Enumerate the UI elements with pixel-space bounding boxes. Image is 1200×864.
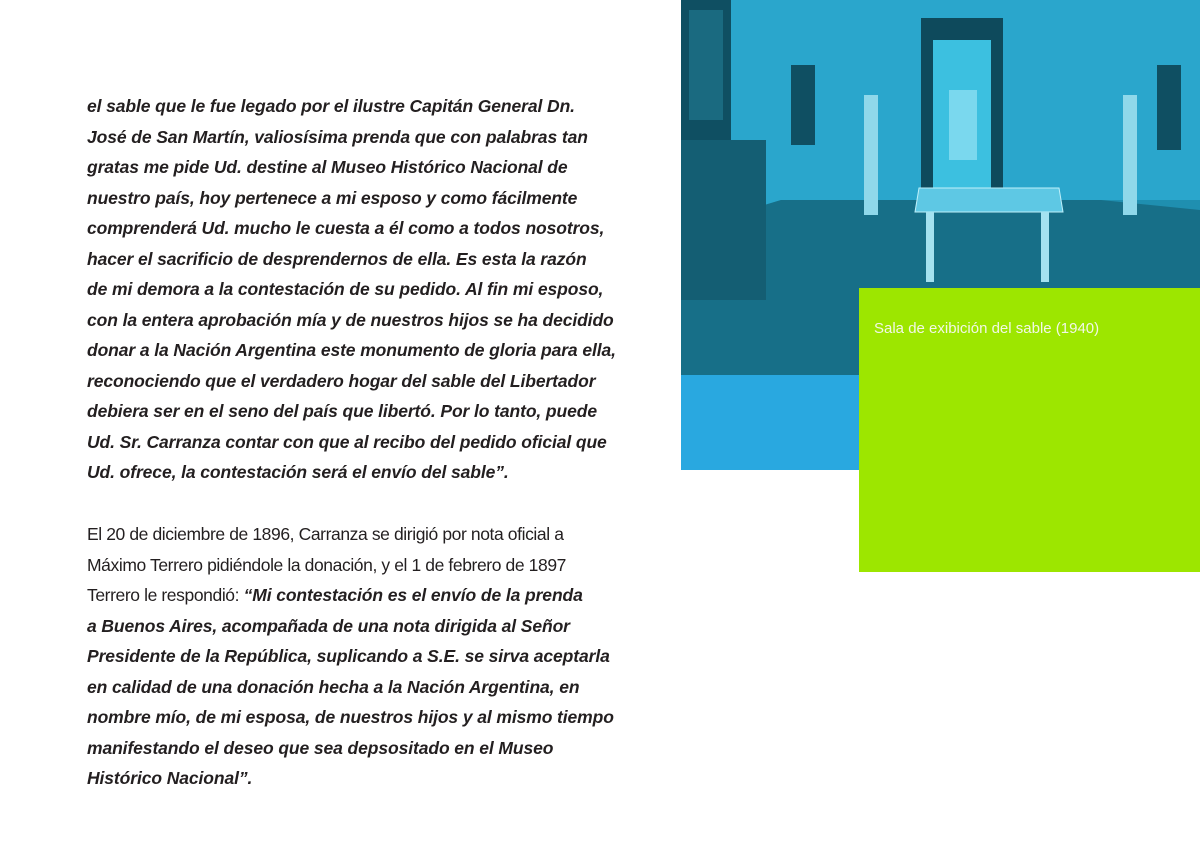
text-line: en calidad de una donación hecha a la Nación Argentina, en bbox=[87, 676, 580, 697]
text-line: hacer el sacrificio de desprendernos de ella. Es esta la razón bbox=[87, 248, 587, 269]
text-line: nuestro país, hoy pertenece a mi esposo y como fácilmente bbox=[87, 187, 578, 208]
text-quote: “Mi contestación es el envío de la prenda bbox=[243, 585, 583, 605]
text-line: Histórico Nacional”. bbox=[87, 768, 253, 788]
text-line: Ud. Sr. Carranza contar con que al recibo del pedido oficial que bbox=[87, 431, 607, 452]
text-line: Ud. ofrece, la contestación será el envío del sable”. bbox=[87, 462, 509, 482]
text-line: José de San Martín, valiosísima prenda que con palabras tan bbox=[87, 126, 588, 147]
text-line bbox=[87, 580, 667, 611]
green-caption-block bbox=[859, 288, 1200, 572]
quote-paragraph bbox=[87, 91, 667, 488]
body-paragraph bbox=[87, 519, 667, 794]
text-line: El 20 de diciembre de 1896, Carranza se dirigió por nota oficial a bbox=[87, 524, 564, 544]
text-line: reconociendo que el verdadero hogar del sable del Libertador bbox=[87, 370, 596, 391]
text-line: donar a la Nación Argentina este monumento de gloria para ella, bbox=[87, 340, 616, 360]
text-line: el sable que le fue legado por el ilustre Capitán General Dn. bbox=[87, 96, 575, 116]
text-line: nombre mío, de mi esposa, de nuestros hijos y al mismo tiempo bbox=[87, 707, 614, 727]
text-line: comprenderá Ud. mucho le cuesta a él como a todos nosotros, bbox=[87, 218, 605, 238]
text-line: Presidente de la República, suplicando a S.E. se sirva aceptarla bbox=[87, 646, 610, 666]
text-line: de mi demora a la contestación de su pedido. Al fin mi esposo, bbox=[87, 279, 604, 299]
text-regular: Terrero le respondió: bbox=[87, 585, 244, 605]
text-line: con la entera aprobación mía y de nuestros hijos se ha decidido bbox=[87, 309, 614, 330]
text-line: debiera ser en el seno del país que libertó. Por lo tanto, puede bbox=[87, 401, 597, 421]
photo-caption: Sala de exibición del sable (1940) bbox=[874, 320, 1100, 337]
text-line: Máximo Terrero pidiéndole la donación, y el 1 de febrero de 1897 bbox=[87, 554, 566, 575]
blue-color-block bbox=[681, 375, 859, 470]
text-line: gratas me pide Ud. destine al Museo Histórico Nacional de bbox=[87, 157, 568, 177]
text-line: a Buenos Aires, acompañada de una nota dirigida al Señor bbox=[87, 615, 570, 636]
text-line: manifestando el deseo que sea depsositado en el Museo bbox=[87, 737, 554, 758]
